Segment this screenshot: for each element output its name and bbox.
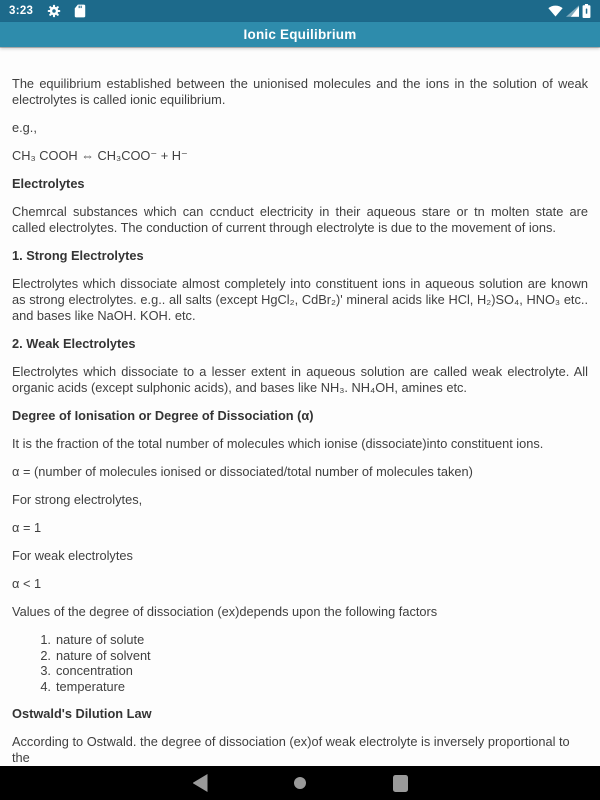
heading-weak-electrolytes: 2. Weak Electrolytes: [12, 336, 136, 351]
back-button[interactable]: [150, 766, 250, 800]
home-icon: [294, 777, 306, 789]
sd-card-icon: [74, 4, 86, 18]
paragraph-factors: Values of the degree of dissociation (ex)depends upon the following factors: [12, 604, 438, 619]
paragraph-intro: The equilibrium established between the unionised molecules and the ions in the solution of weak electrolytes is called ionic equilibrium.: [12, 76, 588, 107]
alpha-less-one: α < 1: [12, 576, 42, 591]
recents-icon: [393, 775, 408, 792]
heading-strong-electrolytes: 1. Strong Electrolytes: [12, 248, 144, 263]
alpha-equals-one: α = 1: [12, 520, 42, 535]
battery-icon: [582, 4, 591, 18]
back-icon: [193, 774, 208, 792]
clock: 3:23: [9, 5, 34, 17]
paragraph-ostwald: According to Ostwald. the degree of dissociation (ex)of weak electrolyte is inversely proportional to the: [12, 734, 570, 766]
signal-icon: [566, 5, 579, 17]
heading-ostwalds-dilution-law: Ostwald's Dilution Law: [12, 706, 152, 722]
wifi-icon: [548, 5, 563, 17]
heading-degree-of-ionisation: Degree of Ionisation or Degree of Dissociation (α): [12, 408, 314, 423]
recents-button[interactable]: [350, 766, 450, 800]
status-bar: [0, 0, 600, 22]
paragraph-electrolytes: Chemrcal substances which can ccnduct electricity in their aqueous stare or tn molten state are called electrolytes. The conduction of current through electrolyte is due to the movement of ions.: [12, 204, 588, 235]
page-title: Ionic Equilibrium: [243, 27, 357, 42]
heading-electrolytes: Electrolytes: [12, 176, 85, 191]
app-bar: [0, 22, 600, 47]
factors-list: [12, 632, 588, 694]
list-item: 2. nature of solvent: [40, 647, 151, 663]
paragraph-weak-electrolytes: Electrolytes which dissociate to a lesser extent in aqueous solution are called weak electrolyte. All organic acids (except sulphonic acids), and bases like NH₃. NH₄OH, amines etc.: [12, 364, 588, 395]
label-strong: For strong electrolytes,: [12, 492, 143, 507]
alpha-definition: α = (number of molecules ionised or dissociated/total number of molecules taken): [12, 464, 473, 479]
paragraph-eg: e.g.,: [12, 120, 37, 135]
list-item: 1. nature of solute: [40, 632, 145, 647]
list-item: 4. temperature: [40, 678, 125, 694]
paragraph-fraction: It is the fraction of the total number of molecules which ionise (dissociate)into constituent ions.: [12, 436, 544, 451]
list-item: 3. concentration: [40, 663, 133, 679]
settings-icon: [47, 4, 61, 18]
label-weak: For weak electrolytes: [12, 548, 133, 563]
home-button[interactable]: [250, 766, 350, 800]
chemical-equation: CH₃ COOH ⇔ CH₃COO⁻ + H⁻: [12, 148, 188, 163]
android-nav-bar: [0, 766, 600, 800]
content-area[interactable]: [0, 47, 600, 766]
paragraph-strong-electrolytes: Electrolytes which dissociate almost completely into constituent ions in aqueous solution are known as strong electrolytes. e.g.. all salts (except HgCl₂, CdBr₂)' mineral acids like HCl, H₂)SO₄, HNO₃ etc.. and bases like NaOH. KOH. etc.: [12, 276, 588, 323]
